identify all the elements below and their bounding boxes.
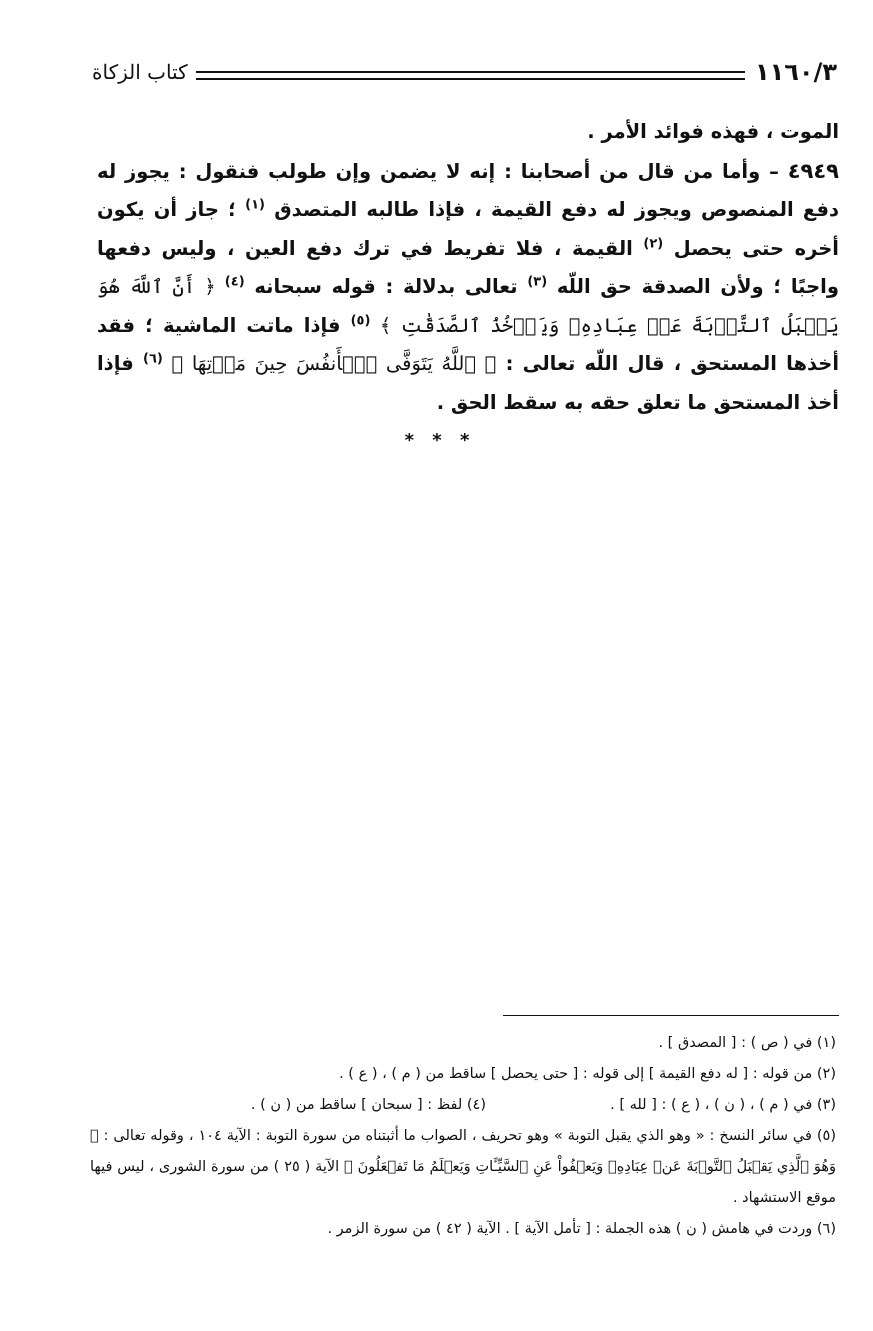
footnote-2: (٢) من قوله : [ له دفع القيمة ] إلى قوله : [ حتى يحصل ] ساقط من ( م ) ، ( ع ) . [339,1066,836,1082]
text-segment: – وأما من قال من أصحابنا : إنه لا يضمن وإن طولب فنقول : يجوز له دفع المنصوص ويجوز له دفع القيمة ، فإذا طالبه المتصدق [97,159,839,221]
quran-verse: ﴿ أَنَّ ٱللَّهَ هُوَ يَقۡبَلُ ٱلتَّوۡبَةَ عَنۡ عِبَادِهِۦ وَيَأۡخُذُ ٱلصَّدَقَٰتِ ﴾ [97,275,839,337]
paragraph-intro: الموت ، فهذه فوائد الأمر . [587,120,839,143]
footnote-6: (٦) وردت في هامش ( ن ) هذه الجملة : [ تأمل الآية ] . الآية ( ٤٢ ) من سورة الزمر . [327,1221,836,1237]
main-text [97,113,839,422]
footnote-divider [503,1015,839,1016]
text-segment: فإذا أخذ المستحق ما تعلق حقه به سقط الحق . [97,352,839,414]
footnote-ref-3[interactable]: (٣) [527,274,548,290]
footnote-5: (٥) في سائر النسخ : « وهو الذي يقبل التوبة » وهو تحريف ، الصواب ما أثبتناه من سورة التوبة : الآية ١٠٤ ، وقوله تعالى : ﴿ وَهُوَ ٱلَّذِي يَقۡبَلُ ٱلتَّوۡبَةَ عَنۡ عِبَادِهِۦ وَيَعۡفُواْ عَنِ ٱلسَّيِّـَٔاتِ وَيَعۡلَمُ مَا تَفۡعَلُونَ ﴾ الآية ( ٢٥ ) من سورة الشورى ، ليس فيها موقع الاستشهاد . [90,1128,836,1206]
text-segment: القيمة ، فلا تفريط في ترك دفع العين ، وليس دفعها واجبًا ؛ ولأن الصدقة حق اللّه [97,236,839,298]
text-segment: تعالى بدلالة : قوله سبحانه [244,275,528,298]
footnote-4: (٤) لفظ : [ سبحان ] ساقط من ( ن ) . [250,1097,486,1113]
section-separator: * * * [404,430,476,451]
book-title: كتاب الزكاة [92,60,188,84]
paragraph-number: ٤٩٤٩ [787,158,839,183]
quran-verse: ﴿ ٱللَّهُ يَتَوَفَّى ٱلۡأَنفُسَ حِينَ مَوۡتِهَا ﴾ [162,352,497,375]
footnote-1: (١) في ( ص ) : [ المصدق ] . [658,1035,836,1051]
footnotes [90,1028,836,1245]
footnote-ref-4[interactable]: (٤) [224,274,245,290]
footnote-ref-5[interactable]: (٥) [350,313,371,328]
footnote-ref-1[interactable]: (١) [245,197,265,213]
page-header [92,52,837,92]
header-rule [196,71,745,80]
paragraph-4949 [97,152,839,423]
text-segment: ؛ جاز أن يكون أخره حتى يحصل [97,198,839,260]
footnote-ref-2[interactable]: (٢) [643,236,664,251]
footnote-ref-6[interactable]: (٦) [143,351,163,367]
footnote-3: (٣) في ( م ) ، ( ن ) ، ( ع ) : [ لله ] . [610,1097,836,1113]
text-segment: فإذا ماتت الماشية ؛ فقد أخذها المستحق ، قال اللّه تعالى : [97,313,840,375]
page-number: ١١٦٠/٣ [754,58,837,86]
footnote-row [90,1090,836,1121]
